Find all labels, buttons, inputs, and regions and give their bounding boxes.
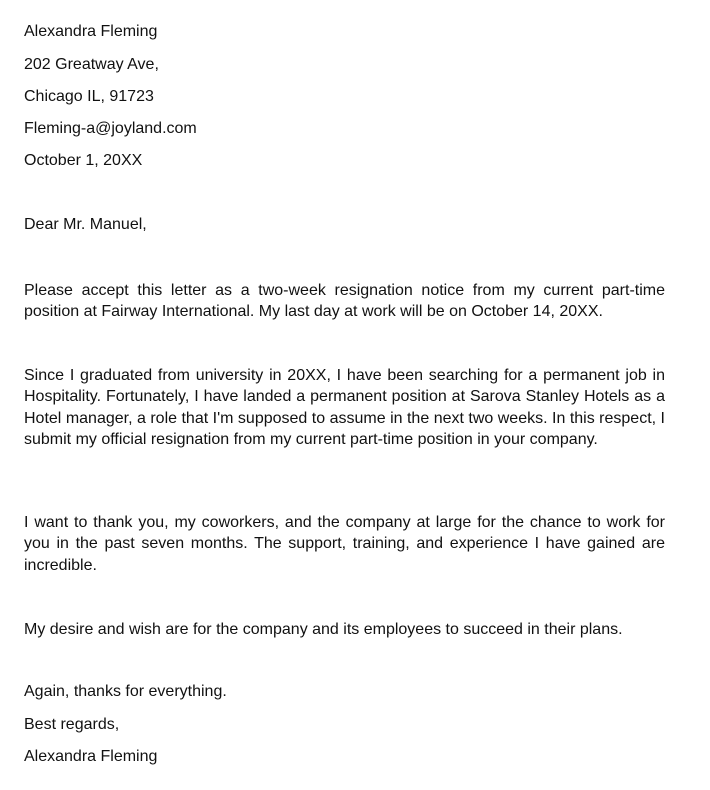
body-paragraph-2: Since I graduated from university in 20XX, I have been searching for a permanent job in Hospitality. Fortunately, I have landed a permanent position at Sarova Stanley Hotels as a Hotel manager, a role that I'm supposed to assume in the next two weeks. In this respect, I submit my official resignation from my current part-time position in your company.	[24, 367, 665, 448]
sender-street: 202 Greatway Ave,	[24, 56, 159, 73]
body-paragraph-3: I want to thank you, my coworkers, and the company at large for the chance to work for you in the past seven months. The support, training, and experience I have gained are incredible.	[24, 514, 665, 574]
body-paragraph-4: My desire and wish are for the company and its employees to succeed in their plans.	[24, 621, 623, 638]
sender-email: Fleming-a@joyland.com	[24, 120, 197, 137]
closing-thanks: Again, thanks for everything.	[24, 683, 227, 700]
sender-name: Alexandra Fleming	[24, 23, 158, 40]
sign-off: Best regards,	[24, 716, 120, 733]
body-paragraph-1: Please accept this letter as a two-week resignation notice from my current part-time position at Fairway International. My last day at work will be on October 14, 20XX.	[24, 282, 665, 321]
signature-name: Alexandra Fleming	[24, 748, 158, 765]
salutation: Dear Mr. Manuel,	[24, 216, 147, 233]
letter-date: October 1, 20XX	[24, 152, 143, 169]
sender-city: Chicago IL, 91723	[24, 88, 154, 105]
